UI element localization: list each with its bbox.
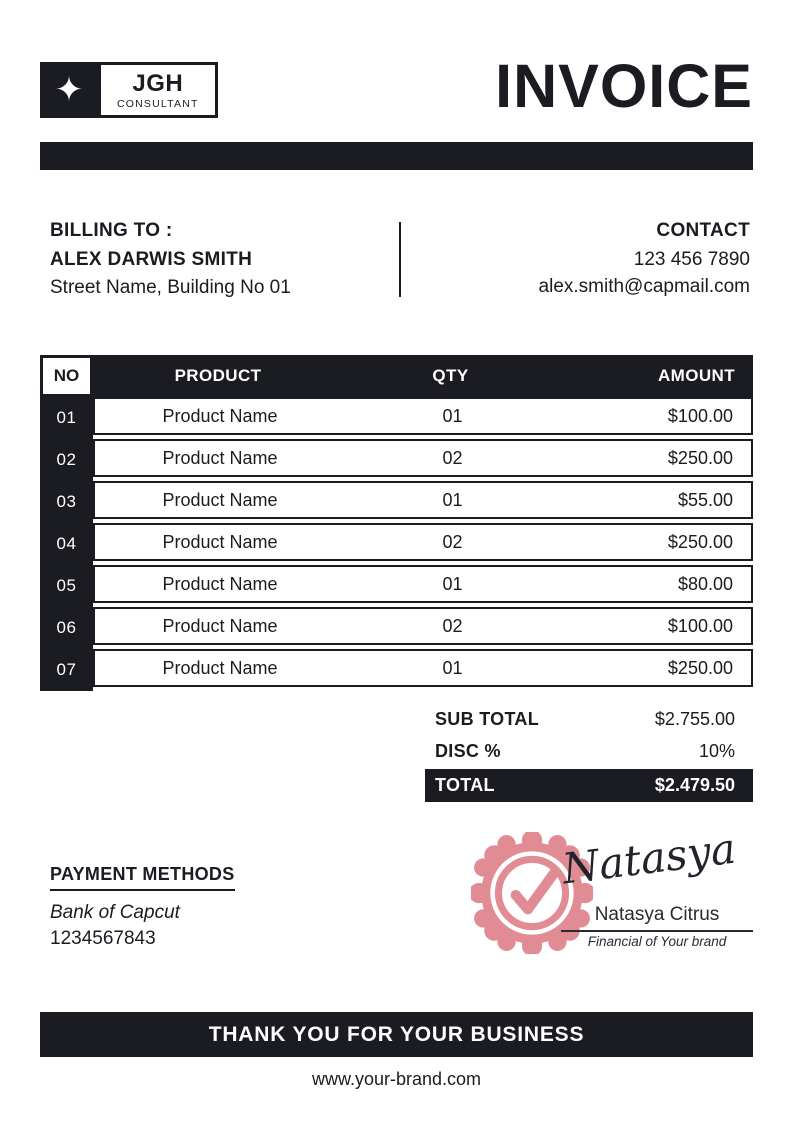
header-cols <box>93 355 753 397</box>
payment-bank: Bank of Capcut <box>50 902 180 923</box>
table-row <box>40 481 753 523</box>
header-no: NO <box>43 358 90 394</box>
row-amount: $250.00 <box>667 657 733 678</box>
subtotal-label: SUB TOTAL <box>435 708 540 729</box>
items-table <box>40 355 753 691</box>
subtotal-value: $2.755.00 <box>654 708 735 729</box>
discount-label: DISC % <box>435 740 501 761</box>
signature-block <box>473 823 753 962</box>
row-product: Product Name <box>162 615 278 636</box>
payment-section <box>40 864 235 950</box>
header <box>40 0 753 118</box>
row-qty: 01 <box>442 573 463 594</box>
row-no: 03 <box>40 481 93 523</box>
row-product: Product Name <box>162 573 278 594</box>
star-glyph: ✦ <box>54 71 84 109</box>
billing-heading: BILLING TO : <box>50 220 173 241</box>
discount-row <box>425 735 753 767</box>
row-amount: $100.00 <box>667 405 733 426</box>
logo-text-box <box>98 62 218 118</box>
row-box <box>93 565 753 603</box>
header-amount: AMOUNT <box>658 366 735 385</box>
discount-value: 10% <box>698 740 735 761</box>
row-box <box>93 481 753 519</box>
page-title: INVOICE <box>495 52 753 120</box>
row-product: Product Name <box>162 489 278 510</box>
row-box <box>93 439 753 477</box>
total-label: TOTAL <box>435 775 495 795</box>
star-icon <box>40 62 98 118</box>
row-no: 01 <box>40 397 93 439</box>
footer-bar <box>40 1012 753 1057</box>
contact-heading: CONTACT <box>656 220 750 241</box>
row-amount: $80.00 <box>677 573 733 594</box>
row-box <box>93 523 753 561</box>
row-product: Product Name <box>162 405 278 426</box>
row-amount: $250.00 <box>667 531 733 552</box>
payment-account: 1234567843 <box>50 928 156 949</box>
row-no: 06 <box>40 607 93 649</box>
row-amount: $250.00 <box>667 447 733 468</box>
row-box <box>93 607 753 645</box>
total-value: $2.479.50 <box>654 775 735 795</box>
signatory-name: Natasya Citrus <box>561 904 753 932</box>
header-product: PRODUCT <box>174 366 262 385</box>
row-qty: 01 <box>442 657 463 678</box>
table-row <box>40 439 753 481</box>
row-product: Product Name <box>162 531 278 552</box>
table-row <box>40 397 753 439</box>
row-box <box>93 397 753 435</box>
brand-name: JGH <box>132 69 184 97</box>
table-row <box>40 565 753 607</box>
footer-message: THANK YOU FOR YOUR BUSINESS <box>208 1022 585 1046</box>
row-no: 05 <box>40 565 93 607</box>
contact-email: alex.smith@capmail.com <box>538 276 750 297</box>
header-qty: QTY <box>432 366 469 385</box>
table-row <box>40 649 753 691</box>
info-row <box>40 220 753 299</box>
contact-phone: 123 456 7890 <box>633 249 750 270</box>
table-header <box>40 355 753 397</box>
row-no: 02 <box>40 439 93 481</box>
row-product: Product Name <box>162 447 278 468</box>
row-amount: $100.00 <box>667 615 733 636</box>
table-row <box>40 523 753 565</box>
website-url: www.your-brand.com <box>311 1069 482 1089</box>
billing-section <box>40 220 399 299</box>
subtotal-row <box>425 703 753 735</box>
row-qty: 01 <box>442 489 463 510</box>
row-no: 07 <box>40 649 93 691</box>
total-row <box>425 769 753 802</box>
divider-bar <box>40 142 753 170</box>
brand-subtitle: CONSULTANT <box>117 97 199 110</box>
totals-section <box>425 703 753 802</box>
row-amount: $55.00 <box>677 489 733 510</box>
row-box <box>93 649 753 687</box>
billing-name: ALEX DARWIS SMITH <box>50 249 253 270</box>
row-qty: 01 <box>442 405 463 426</box>
row-qty: 02 <box>442 615 463 636</box>
signature-script: Natasya <box>559 823 739 894</box>
table-row <box>40 607 753 649</box>
row-product: Product Name <box>162 657 278 678</box>
bottom-row <box>40 823 753 962</box>
company-logo <box>40 62 218 118</box>
billing-address: Street Name, Building No 01 <box>50 277 291 298</box>
signatory-title: Financial of Your brand <box>587 934 727 949</box>
row-qty: 02 <box>442 531 463 552</box>
row-no: 04 <box>40 523 93 565</box>
contact-section <box>401 220 753 299</box>
payment-heading: PAYMENT METHODS <box>50 864 235 891</box>
row-qty: 02 <box>442 447 463 468</box>
